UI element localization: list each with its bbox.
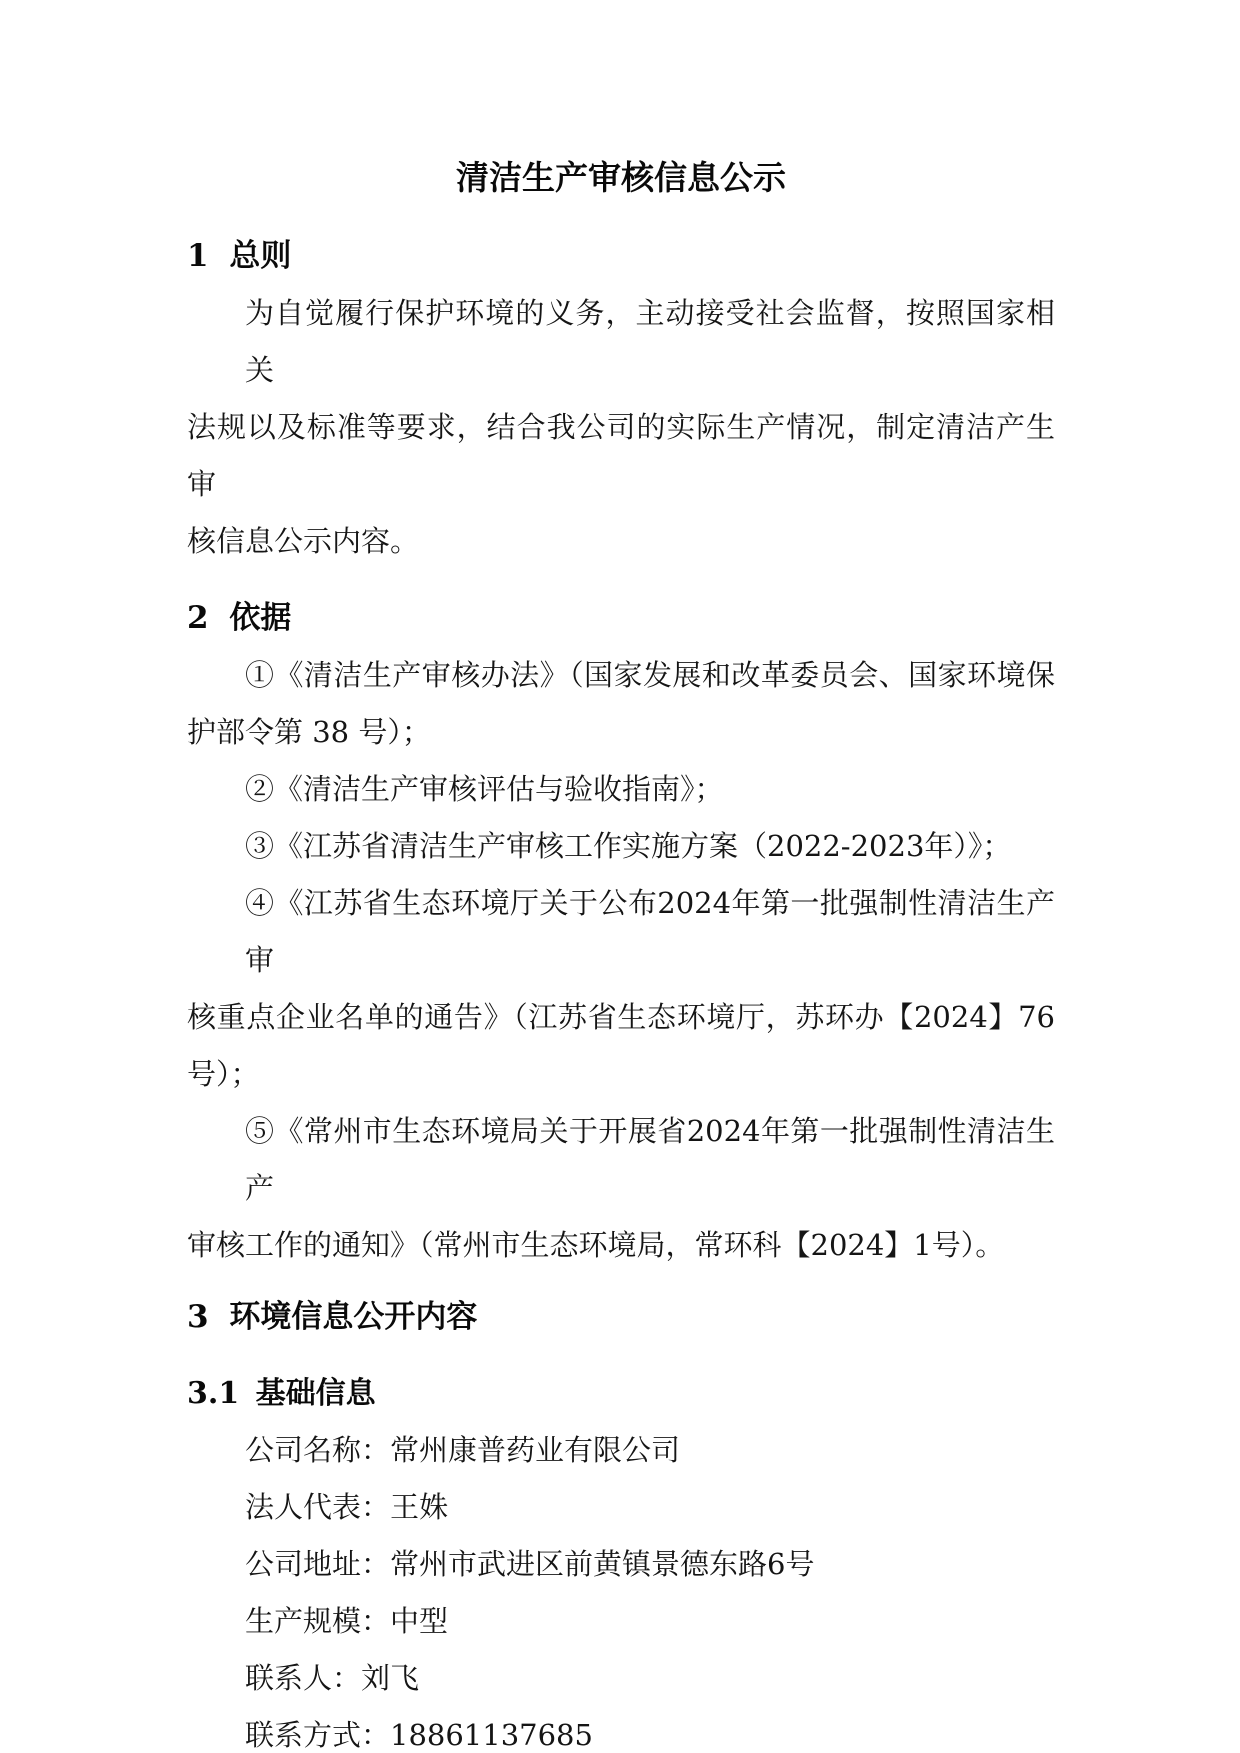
field-contact-person: 联系人：刘飞 [245,1661,420,1695]
basis-item-2 [187,761,1055,818]
document-title: 清洁生产审核信息公示 [456,158,786,197]
document-content [187,149,1055,1753]
heading-basic-info: 3.1 基础信息 [187,1376,376,1411]
basis-item-3 [187,818,1055,875]
basis-item-4 [187,875,1055,1103]
list-item-line: ④《江苏省生态环境厅关于公布2024年第一批强制性清洁生产审 [245,886,1055,977]
field-legal-representative: 法人代表：王姝 [245,1490,449,1524]
list-item-line: ②《清洁生产审核评估与验收指南》； [245,772,724,806]
list-item-line: ⑤《常州市生态环境局关于开展省2024年第一批强制性清洁生产 [245,1114,1055,1205]
list-item-line: 护部令第 38 号）； [187,715,431,749]
field-company-name: 公司名称：常州康普药业有限公司 [245,1433,681,1467]
list-item-line: ③《江苏省清洁生产审核工作实施方案（2022-2023年）》； [245,829,1012,863]
list-item-line: ①《清洁生产审核办法》（国家发展和改革委员会、国家环境保 [245,658,1055,692]
paragraph-line: 法规以及标准等要求，结合我公司的实际生产情况，制定清洁产生审 [187,410,1055,501]
paragraph-line: 为自觉履行保护环境的义务，主动接受社会监督，按照国家相关 [245,296,1055,387]
list-item-line: 审核工作的通知》（常州市生态环境局，常环科【2024】1号）。 [187,1228,1005,1262]
basis-item-1 [187,647,1055,761]
field-company-address: 公司地址：常州市武进区前黄镇景德东路6号 [245,1547,815,1581]
basis-item-5 [187,1103,1055,1274]
list-item-line: 号）； [187,1057,260,1091]
paragraph-general-rules [187,285,1055,570]
heading-basis: 2 依据 [187,600,292,636]
list-item-line: 核重点企业名单的通告》（江苏省生态环境厅，苏环办【2024】76 [187,1000,1055,1034]
field-production-scale: 生产规模：中型 [245,1604,449,1638]
basic-info-fields [187,1422,1055,1753]
heading-environmental-disclosure: 3 环境信息公开内容 [187,1299,478,1335]
field-contact-method: 联系方式：18861137685 [245,1718,593,1752]
paragraph-line: 核信息公示内容。 [187,524,420,558]
heading-general-rules: 1 总则 [187,238,292,274]
